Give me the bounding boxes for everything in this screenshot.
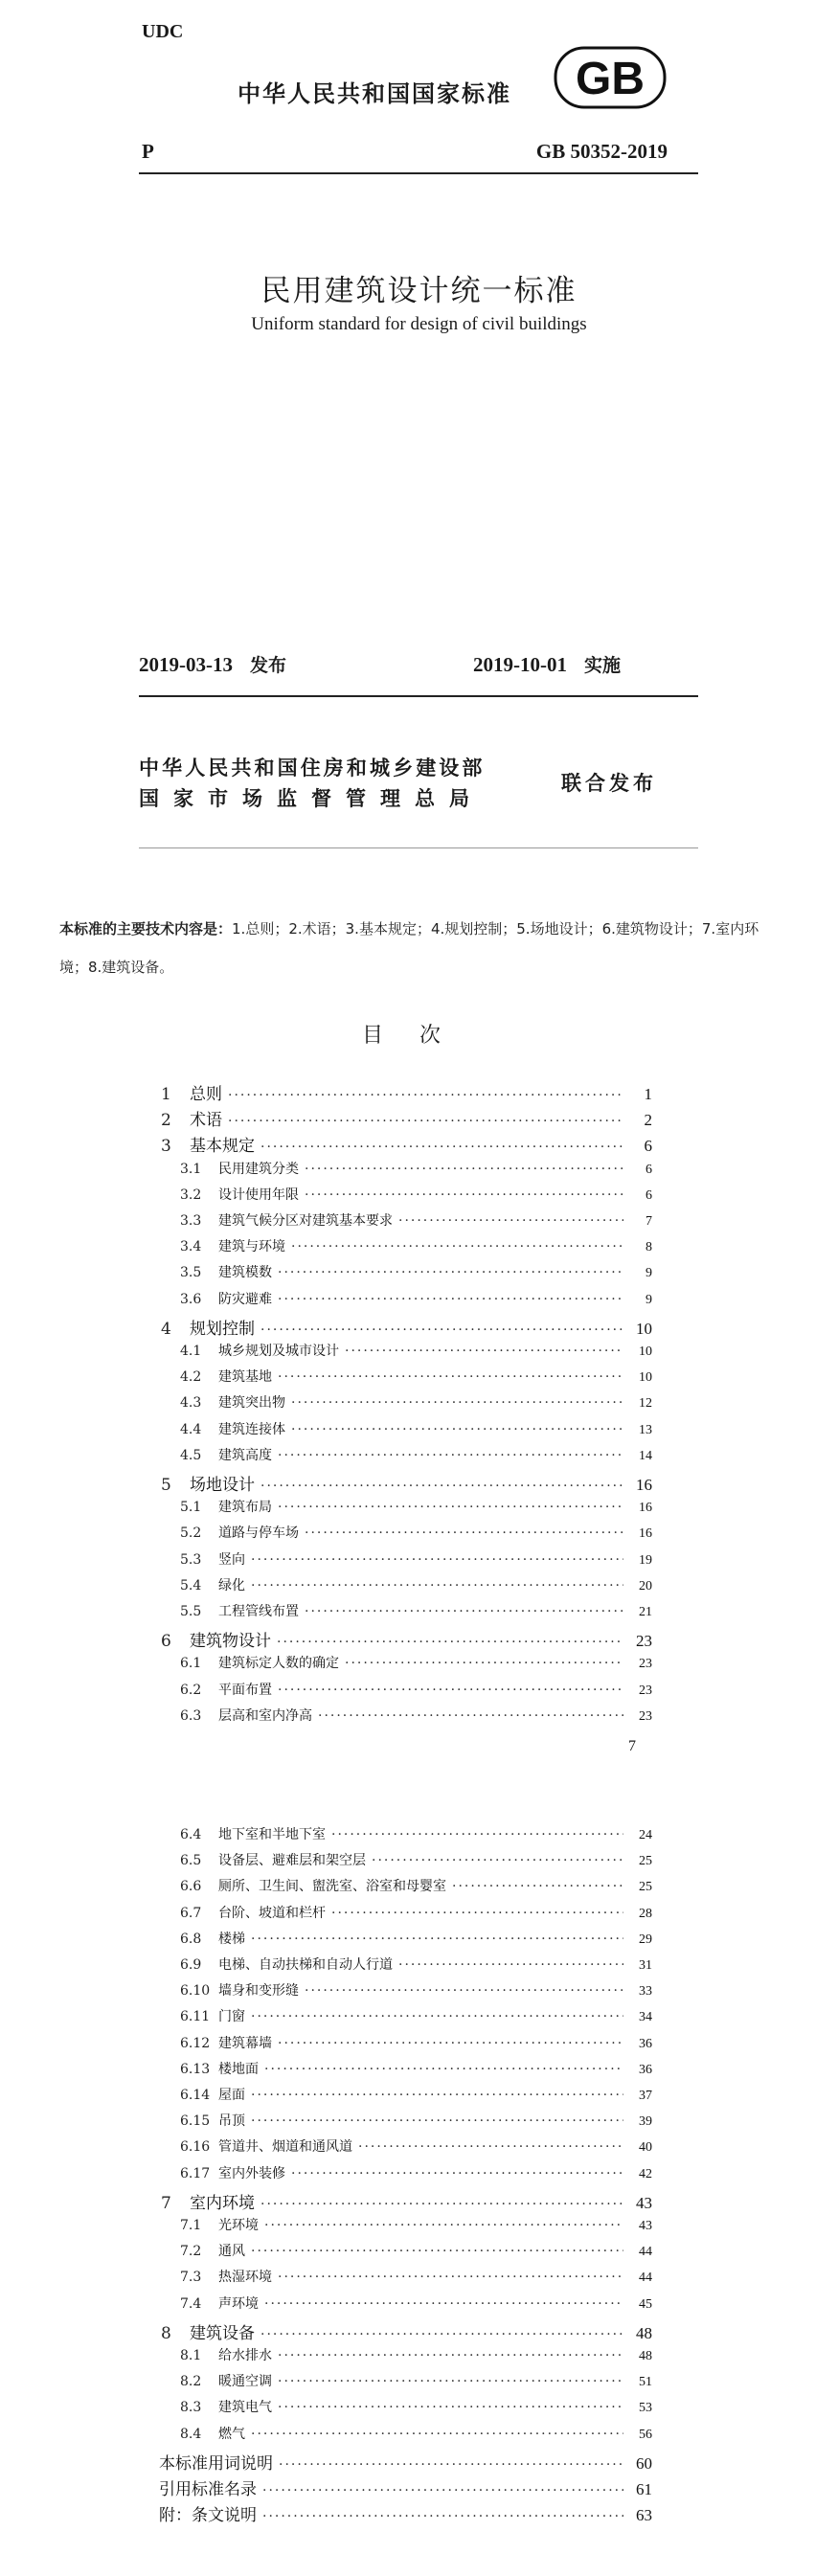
toc-entry[interactable] (180, 1367, 652, 1391)
toc-entry[interactable] (180, 1850, 652, 1875)
toc-dot-leader (251, 2009, 623, 2024)
toc-dot-leader (331, 1827, 623, 1842)
toc-entry[interactable] (161, 1471, 652, 1496)
standard-code: GB 50352-2019 (535, 140, 668, 163)
toc-entry[interactable] (180, 2397, 652, 2422)
toc-entry-title: 工程管线布置 (218, 1604, 299, 1619)
toc-entry-page: 6 (644, 1137, 652, 1156)
toc-entry-title: 燃气 (218, 2426, 245, 2442)
toc-entry-page: 12 (639, 1396, 652, 1412)
toc-dot-leader (278, 1683, 623, 1698)
implementation-date-block (473, 651, 621, 677)
toc-dot-leader (305, 1983, 623, 1999)
toc-entry-number: 6.5 (180, 1853, 202, 1869)
toc-entry[interactable] (180, 2163, 652, 2188)
content-summary (59, 910, 787, 986)
toc-entry-page: 44 (639, 2271, 652, 2286)
toc-entry-title: 光环境 (218, 2218, 259, 2233)
toc-entry[interactable] (161, 2319, 652, 2344)
toc-entry-page: 42 (639, 2166, 652, 2181)
toc-entry-title: 竖向 (218, 1551, 245, 1568)
toc-entry-title: 绿化 (218, 1577, 245, 1593)
toc-entry-number: 6.3 (180, 1707, 202, 1724)
toc-dot-leader (278, 1292, 623, 1307)
toc-entry-number: 6.9 (180, 1957, 202, 1973)
implementation-date: 2019-10-01 (473, 653, 567, 676)
toc-entry-title: 厕所、卫生间、盥洗室、浴室和母婴室 (218, 1879, 446, 1895)
toc-entry-number: 7.3 (180, 2270, 202, 2286)
toc-dot-leader (251, 1932, 623, 1947)
toc-entry-title: 电梯、自动扶梯和自动人行道 (218, 1957, 393, 1973)
toc-dot-leader (278, 1265, 623, 1280)
summary-label: 本标准的主要技术内容是： (59, 920, 233, 938)
toc-entry-number: 6.16 (180, 2139, 211, 2156)
toc-entry[interactable] (180, 2006, 652, 2031)
toc-entry-number: 3.3 (180, 1213, 202, 1229)
toc-entry-page: 8 (645, 1240, 652, 1255)
toc-entry-page: 28 (639, 1906, 652, 1921)
toc-entry-number: 6.4 (180, 1827, 202, 1842)
toc-entry[interactable] (180, 1876, 652, 1901)
toc-entry-title: 民用建筑分类 (218, 1161, 299, 1177)
toc-entry-title: 层高和室内净高 (218, 1707, 312, 1724)
toc-entry-title: 通风 (218, 2244, 245, 2260)
toc-entry-title: 平面布置 (218, 1682, 272, 1698)
toc-dot-leader (372, 1853, 623, 1868)
category-code: P (142, 140, 154, 163)
toc-entry[interactable] (180, 1419, 652, 1444)
toc-entry[interactable] (180, 1341, 652, 1366)
toc-entry-title: 台阶、坡道和栏杆 (218, 1905, 326, 1921)
toc-entry[interactable] (180, 1236, 652, 1261)
toc-entry-title: 屋面 (218, 2088, 245, 2103)
toc-entry-title: 室内外装修 (218, 2165, 285, 2181)
toc-dot-leader (260, 1479, 623, 1494)
toc-entry-page: 61 (636, 2480, 652, 2498)
toc-entry-number: 6.10 (180, 1983, 211, 2000)
issue-date: 2019-03-13 (139, 653, 233, 676)
toc-dot-leader (251, 2427, 623, 2442)
toc-entry-title: 暖通空调 (218, 2374, 272, 2390)
toc-entry[interactable] (180, 1903, 652, 1928)
toc-entry-page: 39 (639, 2114, 652, 2130)
toc-entry-page: 53 (639, 2401, 652, 2416)
toc-entry-page: 44 (639, 2245, 652, 2260)
toc-dot-leader (278, 1448, 623, 1463)
toc-entry-title: 建筑物设计 (190, 1632, 271, 1652)
toc-entry[interactable] (180, 2241, 652, 2266)
title-chinese: 民用建筑设计统一标准 (260, 274, 578, 308)
toc-entry-number: 5.2 (180, 1525, 202, 1542)
toc-dot-leader (264, 2296, 623, 2312)
toc-entry[interactable] (180, 1980, 652, 2005)
toc-entry-page: 7 (645, 1214, 652, 1229)
toc-entry-title: 热湿环境 (218, 2270, 272, 2286)
toc-entry-number: 5 (161, 1476, 171, 1495)
toc-entry[interactable] (180, 2033, 652, 2058)
toc-entry-number: 6.11 (180, 2009, 211, 2025)
toc-dot-leader (262, 2483, 623, 2498)
toc-entry-number: 8 (161, 2323, 171, 2343)
toc-entry[interactable] (159, 2501, 652, 2526)
toc-dot-leader (260, 2197, 623, 2212)
toc-dot-leader (291, 1422, 623, 1437)
toc-entry-title: 建筑高度 (218, 1447, 272, 1463)
toc-entry[interactable] (180, 1523, 652, 1548)
toc-entry-page: 9 (645, 1292, 652, 1307)
udc-label: UDC (142, 21, 184, 42)
toc-entry-page: 36 (639, 2036, 652, 2051)
toc-entry-title: 给水排水 (218, 2348, 272, 2363)
toc-entry-title: 总则 (190, 1085, 222, 1104)
toc-entry-title: 管道井、烟道和通风道 (218, 2139, 352, 2156)
toc-dot-leader (278, 1500, 623, 1515)
toc-dot-leader (279, 2457, 623, 2473)
toc-dot-leader (305, 1187, 623, 1203)
toc-dot-leader (345, 1344, 623, 1359)
toc-entry-number: 5.3 (180, 1551, 202, 1568)
toc-dot-leader (291, 1239, 623, 1254)
toc-entry-number: 6.6 (180, 1879, 202, 1895)
toc-dot-leader (278, 2400, 623, 2415)
toc-entry-title: 地下室和半地下室 (218, 1827, 326, 1842)
toc-dot-leader (277, 1635, 623, 1650)
toc-entry-number: 8.4 (180, 2426, 202, 2442)
toc-entry-title: 设备层、避难层和架空层 (218, 1853, 366, 1869)
toc-entry[interactable] (180, 1159, 652, 1184)
toc-entry-number: 7 (161, 2193, 171, 2213)
toc-entry-title: 建筑气候分区对建筑基本要求 (218, 1213, 393, 1229)
toc-entry-number: 6.2 (180, 1682, 202, 1698)
toc-entry[interactable] (180, 2111, 652, 2135)
gb-logo-text: GB (576, 54, 645, 104)
toc-entry[interactable] (180, 1824, 652, 1849)
toc-entry[interactable] (180, 1289, 652, 1314)
toc-dot-leader (291, 2166, 623, 2181)
toc-entry-number: 8.1 (180, 2348, 202, 2363)
publisher-ministry: 中华人民共和国住房和城乡建设部 (139, 757, 486, 780)
cover-page (0, 0, 838, 862)
toc-entry-number: 3.5 (180, 1265, 202, 1281)
toc-entry-number: 7.2 (180, 2244, 202, 2260)
toc-entry-number: 5.1 (180, 1500, 202, 1516)
toc-entry[interactable] (161, 1106, 652, 1131)
toc-entry-page: 14 (639, 1448, 652, 1463)
toc-entry-number: 3.6 (180, 1291, 202, 1307)
toc-entry[interactable] (180, 2294, 652, 2318)
toc-entry-page: 10 (636, 1319, 652, 1338)
toc-entry[interactable] (180, 2345, 652, 2370)
toc-entry-title: 建筑突出物 (218, 1395, 285, 1412)
toc-entry[interactable] (180, 1653, 652, 1678)
toc-entry-page: 2 (644, 1111, 652, 1130)
toc-entry-page: 19 (639, 1552, 652, 1568)
toc-entry-page: 31 (639, 1958, 652, 1973)
implementation-label: 实施 (584, 655, 622, 676)
toc-entry[interactable] (180, 1445, 652, 1470)
toc-entry-page: 37 (639, 2089, 652, 2103)
toc-entry-number: 3.1 (180, 1161, 202, 1177)
toc-entry[interactable] (180, 1601, 652, 1626)
toc-entry[interactable] (159, 2475, 652, 2500)
toc-entry[interactable] (180, 1497, 652, 1522)
toc-dot-leader (251, 2088, 623, 2103)
toc-entry[interactable] (180, 1680, 652, 1705)
bottom-divider (139, 847, 698, 848)
toc-dot-leader (278, 2374, 623, 2389)
toc-entry-number: 7.1 (180, 2218, 202, 2233)
toc-dot-leader (452, 1879, 623, 1894)
toc-entry-page: 40 (639, 2140, 652, 2156)
toc-entry-title: 道路与停车场 (218, 1525, 299, 1542)
toc-entry[interactable] (180, 1549, 652, 1574)
toc-entry-page: 51 (639, 2375, 652, 2390)
toc-entry-title: 室内环境 (190, 2193, 255, 2213)
toc-entry-page: 16 (639, 1526, 652, 1542)
toc-entry-page: 48 (636, 2323, 652, 2342)
toc-entry-title: 建筑与环境 (218, 1239, 285, 1255)
toc-entry-title: 城乡规划及城市设计 (218, 1344, 339, 1359)
toc-entry-page: 9 (645, 1266, 652, 1281)
toc-dot-leader (331, 1906, 623, 1921)
toc-entry-page: 23 (639, 1683, 652, 1698)
toc-entry-number: 4.4 (180, 1421, 202, 1437)
toc-dot-leader (318, 1708, 623, 1724)
toc-entry-title: 场地设计 (190, 1476, 255, 1495)
toc-entry[interactable] (161, 1080, 652, 1105)
toc-entry[interactable] (161, 1315, 652, 1340)
toc-dot-leader (398, 1957, 623, 1973)
toc-entry-title: 附：条文说明 (159, 2506, 257, 2526)
toc-entry-title: 墙身和变形缝 (218, 1983, 299, 2000)
toc-dot-leader (278, 2348, 623, 2363)
toc-dot-leader (345, 1656, 623, 1671)
toc-entry-page: 1 (644, 1085, 652, 1103)
toc-entry-number: 3 (161, 1137, 171, 1157)
toc-entry-title: 建筑基地 (218, 1369, 272, 1386)
toc-dot-leader (398, 1213, 623, 1229)
toc-entry-number: 6.15 (180, 2113, 211, 2130)
toc-entry-page: 23 (636, 1632, 652, 1651)
toc-entry[interactable] (180, 2371, 652, 2396)
toc-entry[interactable] (161, 2189, 652, 2214)
toc-dot-leader (251, 2244, 623, 2259)
toc-entry-page: 43 (636, 2193, 652, 2212)
toc-dot-leader (228, 1088, 623, 1103)
toc-entry-page: 25 (639, 1880, 652, 1895)
toc-entry-page: 43 (639, 2219, 652, 2233)
top-divider (139, 172, 698, 174)
toc-heading: 目次 (362, 1024, 478, 1048)
toc-entry-number: 4.1 (180, 1344, 202, 1359)
toc-entry-page: 24 (639, 1828, 652, 1842)
toc-entry-page: 45 (639, 2296, 652, 2312)
toc-entry-number: 6.8 (180, 1931, 202, 1947)
toc-entry-page: 6 (645, 1162, 652, 1177)
toc-entry-title: 建筑标定人数的确定 (218, 1656, 339, 1672)
toc-entry-title: 楼梯 (218, 1931, 245, 1947)
toc-dot-leader (305, 1604, 623, 1619)
national-standard-heading: 中华人民共和国国家标准 (238, 80, 511, 107)
toc-entry-title: 吊顶 (218, 2113, 245, 2130)
toc-entry-page: 16 (636, 1476, 652, 1494)
toc-entry[interactable] (180, 1262, 652, 1287)
toc-entry-title: 声环境 (218, 2295, 259, 2312)
toc-entry-number: 8.2 (180, 2374, 202, 2390)
toc-entry-number: 4 (161, 1319, 171, 1339)
toc-entry-page: 36 (639, 2062, 652, 2077)
toc-entry-title: 门窗 (218, 2009, 245, 2025)
toc-entry[interactable] (159, 2450, 652, 2474)
toc-entry[interactable] (180, 1929, 652, 1954)
title-english: Uniform standard for design of civil buildings (251, 314, 587, 334)
toc-entry-number: 5.4 (180, 1577, 202, 1593)
toc-entry[interactable] (180, 1392, 652, 1417)
toc-entry[interactable] (180, 2267, 652, 2292)
toc-entry[interactable] (180, 1955, 652, 1979)
toc-entry-page: 60 (636, 2453, 652, 2473)
toc-entry-page: 23 (639, 1708, 652, 1724)
toc-entry-page: 33 (639, 1984, 652, 2000)
toc-entry-number: 6.17 (180, 2165, 211, 2181)
toc-entry-page: 56 (639, 2427, 652, 2442)
toc-entry-page: 13 (639, 1422, 652, 1437)
toc-entry-number: 7.4 (180, 2295, 202, 2312)
toc-entry-number: 8.3 (180, 2400, 202, 2416)
toc-entry-title: 建筑模数 (218, 1265, 272, 1281)
middle-divider (139, 695, 698, 697)
toc-entry[interactable] (161, 1627, 652, 1652)
toc-dot-leader (262, 2509, 623, 2524)
publisher-administration: 国家市场监督管理总局 (139, 787, 484, 810)
issue-label: 发布 (250, 655, 287, 676)
toc-dot-leader (278, 1369, 623, 1385)
toc-entry-page: 23 (639, 1657, 652, 1672)
toc-dot-leader (251, 2113, 623, 2129)
toc-dot-leader (251, 1552, 623, 1568)
toc-dot-leader (278, 2036, 623, 2051)
toc-entry-page: 48 (639, 2349, 652, 2363)
toc-dot-leader (291, 1395, 623, 1411)
toc-entry[interactable] (180, 2136, 652, 2161)
toc-entry-page: 21 (639, 1605, 652, 1619)
toc-entry-page: 25 (639, 1854, 652, 1869)
toc-entry-number: 4.5 (180, 1447, 202, 1463)
toc-entry[interactable] (180, 1706, 652, 1730)
issue-date-block (139, 651, 286, 677)
toc-entry-title: 设计使用年限 (218, 1186, 299, 1203)
toc-entry[interactable] (180, 2215, 652, 2240)
toc-dot-leader (264, 2062, 623, 2077)
toc-entry-title: 建筑布局 (218, 1500, 272, 1516)
toc-entry-number: 3.2 (180, 1186, 202, 1203)
toc-entry[interactable] (180, 1210, 652, 1235)
toc-entry-title: 建筑幕墙 (218, 2035, 272, 2051)
toc-dot-leader (278, 2270, 623, 2285)
toc-dot-leader (260, 1140, 623, 1155)
toc-dot-leader (264, 2218, 623, 2233)
toc-entry-page: 10 (639, 1370, 652, 1386)
toc-entry-page: 34 (639, 2010, 652, 2025)
toc-entry-title: 建筑连接体 (218, 1421, 285, 1437)
toc-dot-leader (260, 2327, 623, 2342)
toc-entry[interactable] (161, 1132, 652, 1157)
toc-dot-leader (260, 1322, 623, 1338)
toc-dot-leader (305, 1162, 623, 1177)
toc-entry-page: 6 (645, 1187, 652, 1203)
toc-entry[interactable] (180, 1185, 652, 1209)
toc-entry-number: 6.1 (180, 1656, 202, 1672)
toc-entry-title: 防灾避难 (218, 1291, 272, 1307)
toc-entry[interactable] (180, 2085, 652, 2110)
toc-dot-leader (358, 2139, 623, 2155)
toc-entry-title: 楼地面 (218, 2061, 259, 2077)
toc-entry[interactable] (180, 2059, 652, 2084)
toc-entry-number: 3.4 (180, 1239, 202, 1255)
toc-dot-leader (251, 1578, 623, 1593)
toc-entry-title: 基本规定 (190, 1137, 255, 1157)
toc-entry-number: 6.7 (180, 1905, 202, 1921)
toc-entry-number: 6.12 (180, 2035, 211, 2051)
toc-entry-number: 4.2 (180, 1369, 202, 1386)
toc-entry-title: 本标准用词说明 (159, 2453, 273, 2474)
toc-entry-number: 1 (161, 1085, 171, 1104)
toc-entry-title: 建筑设备 (190, 2323, 255, 2343)
toc-entry[interactable] (180, 1575, 652, 1600)
toc-dot-leader (228, 1114, 623, 1129)
toc-dot-leader (305, 1525, 623, 1541)
toc-entry[interactable] (180, 2424, 652, 2449)
joint-release-label: 联合发布 (561, 772, 657, 795)
toc-entry-title: 规划控制 (190, 1319, 255, 1339)
toc-entry-title: 术语 (190, 1111, 222, 1131)
toc-entry-title: 建筑电气 (218, 2400, 272, 2416)
toc-entry-page: 16 (639, 1501, 652, 1516)
toc-entry-number: 6 (161, 1632, 171, 1652)
toc-entry-page: 63 (636, 2506, 652, 2525)
summary-text: 1.总则；2.术语；3.基本规定；4.规划控制；5.场地设计；6.建筑物设计；7.室内环境；8.建筑设备。 (59, 920, 759, 976)
toc-entry-number: 6.13 (180, 2061, 211, 2077)
toc-entry-page: 10 (639, 1344, 652, 1359)
toc-entry-number: 5.5 (180, 1604, 202, 1619)
toc-entry-number: 4.3 (180, 1395, 202, 1412)
toc-entry-number: 2 (161, 1111, 171, 1131)
toc-entry-number: 6.14 (180, 2088, 211, 2103)
page-number: 7 (628, 1738, 636, 1754)
toc-entry-title: 引用标准名录 (159, 2480, 257, 2499)
toc-entry-page: 29 (639, 1932, 652, 1947)
toc-entry-page: 20 (639, 1578, 652, 1593)
gb-logo-icon (554, 46, 667, 109)
